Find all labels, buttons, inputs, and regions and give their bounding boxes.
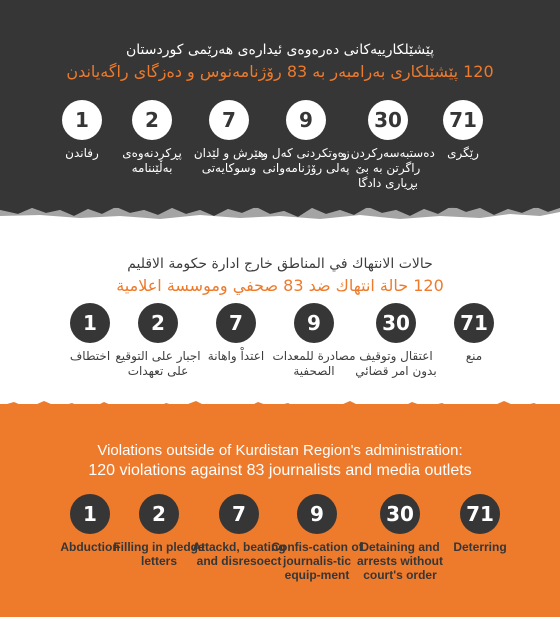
stat-label: رێگری: [447, 146, 479, 160]
stat-label: Filling in pledge letters: [113, 540, 205, 568]
stat-label: پڕکردنەوەی بەڵێننامە: [122, 146, 182, 175]
kurdish-header: [0, 42, 560, 81]
english-stat-confiscation: [269, 494, 365, 582]
kurdish-stat-detaining: [340, 100, 436, 191]
english-section: [0, 404, 560, 617]
stat-number-circle: 9: [286, 100, 326, 140]
stat-label: مصادرة للمعدات الصحفية: [272, 349, 356, 378]
stat-label: دەستبەسەرکردن و راگرتن بە بێ بڕیاری دادگا: [341, 146, 435, 190]
stat-number-circle: 30: [376, 303, 416, 343]
english-subtitle: 120 violations against 83 journalists and media outlets: [88, 462, 472, 479]
stat-label: اعتداْ واهانة: [207, 349, 265, 363]
kurdish-subtitle: 120 پێشێلکاری بەرامبەر بە 83 رۆژنامەنوس و دەزگای راگەیاندن: [66, 62, 494, 81]
stat-number-circle: 9: [297, 494, 337, 534]
stat-number-circle: 2: [139, 494, 179, 534]
stat-label: منع: [465, 349, 483, 363]
stat-label: Abduction: [60, 540, 120, 554]
stat-number-circle: 71: [454, 303, 494, 343]
stat-label: هێرش و لێدان وسوکایەتی: [193, 146, 265, 175]
stat-label: رفاندن: [65, 146, 99, 160]
kurdish-stat-abduction: [34, 100, 130, 161]
stat-number-circle: 30: [368, 100, 408, 140]
kurdish-section: [0, 0, 560, 208]
stat-label: Deterring: [453, 540, 507, 554]
stat-number-circle: 1: [70, 494, 110, 534]
stat-number-circle: 2: [132, 100, 172, 140]
stat-label: Confis-cation of journalis-tic equip-ment: [271, 540, 363, 582]
arabic-title: حالات الانتهاك في المناطق خارج ادارة حكومة الاقليم: [127, 256, 433, 272]
torn-paper-edge-bottom: [0, 392, 560, 418]
arabic-section: [0, 208, 560, 404]
stat-number-circle: 1: [62, 100, 102, 140]
stat-number-circle: 7: [216, 303, 256, 343]
stat-number-circle: 9: [294, 303, 334, 343]
arabic-header: [0, 256, 560, 295]
english-header: [0, 442, 560, 480]
stat-label: اجبار على التوقيع على تعهدات: [115, 349, 201, 378]
stat-label: Attackd, beating and disresoect: [192, 540, 286, 568]
stat-number-circle: 1: [70, 303, 110, 343]
arabic-stat-detaining: [348, 303, 444, 379]
stat-number-circle: 7: [209, 100, 249, 140]
stat-number-circle: 7: [219, 494, 259, 534]
stat-label: اختطاف: [69, 349, 111, 363]
stat-label: Detaining and arrests without court's order: [356, 540, 443, 582]
stat-number-circle: 2: [138, 303, 178, 343]
torn-paper-edge-top: [0, 196, 560, 224]
stat-label: زەوتکردنی کەل و پەلی رۆژنامەوانی: [262, 146, 350, 175]
arabic-stat-abduction: [42, 303, 138, 364]
stat-number-circle: 30: [380, 494, 420, 534]
stat-number-circle: 71: [443, 100, 483, 140]
kurdish-title: پێشێلکارییەکانی دەرەوەی ئیدارەی هەرێمی کوردستان: [126, 42, 434, 58]
stat-label: اعتقال وتوقيف بدون امر قضائي: [355, 349, 437, 378]
arabic-subtitle: 120 حالة انتهاك ضد 83 صحفي وموسسة اعلامية: [116, 276, 444, 295]
english-stat-deterring: [432, 494, 528, 554]
english-title: Violations outside of Kurdistan Region's administration:: [97, 442, 463, 459]
stat-number-circle: 71: [460, 494, 500, 534]
